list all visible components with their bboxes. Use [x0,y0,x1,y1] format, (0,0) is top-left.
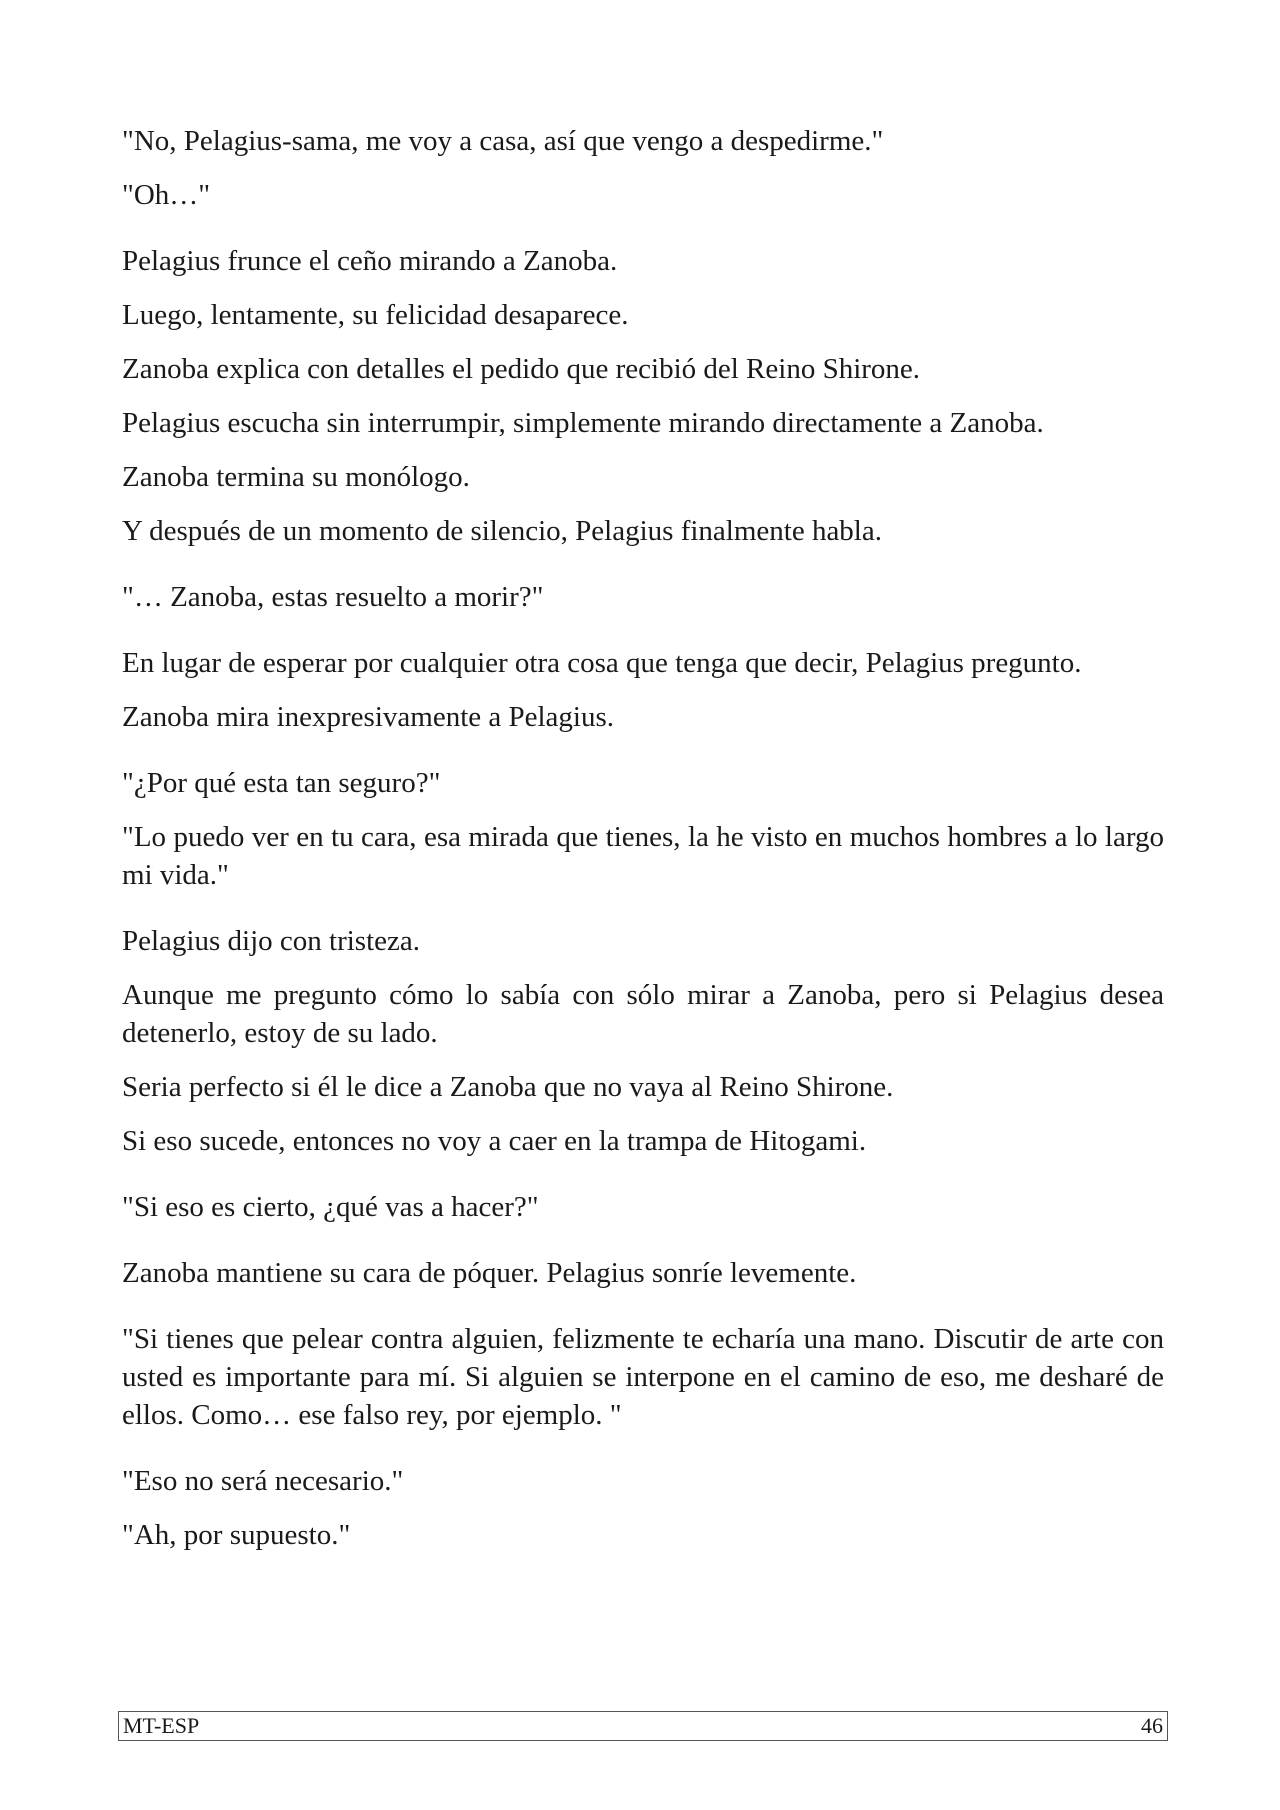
paragraph: Zanoba termina su monólogo. [122,461,470,493]
page-number: 46 [1141,1713,1163,1738]
paragraph: "Eso no será necesario." [122,1465,404,1497]
paragraph: "Lo puedo ver en tu cara, esa mirada que tienes, la he visto en muchos hombres a lo largo mi vida." [122,821,1164,891]
paragraph: "Oh…" [122,179,211,211]
paragraph: "… Zanoba, estas resuelto a morir?" [122,581,544,613]
paragraph: "¿Por qué esta tan seguro?" [122,767,441,799]
paragraph: Zanoba explica con detalles el pedido que recibió del Reino Shirone. [122,353,921,385]
page-footer [118,1711,1168,1741]
paragraph: Seria perfecto si él le dice a Zanoba que no vaya al Reino Shirone. [122,1071,894,1103]
paragraph: Luego, lentamente, su felicidad desaparece. [122,299,629,331]
paragraph: Y después de un momento de silencio, Pelagius finalmente habla. [122,515,882,547]
paragraph: Pelagius escucha sin interrumpir, simplemente mirando directamente a Zanoba. [122,407,1044,439]
body-text [122,122,1164,1554]
paragraph: Pelagius dijo con tristeza. [122,925,420,957]
paragraph: "Si tienes que pelear contra alguien, felizmente te echaría una mano. Discutir de arte con usted es importante para mí. Si alguien se interpone en el camino de eso, me desharé de ellos. Como… ese falso rey, por ejemplo. " [122,1323,1164,1431]
paragraph: En lugar de esperar por cualquier otra cosa que tenga que decir, Pelagius pregunto. [122,647,1082,679]
paragraph: "No, Pelagius-sama, me voy a casa, así que vengo a despedirme." [122,125,884,157]
footer-label: MT-ESP [123,1713,200,1738]
paragraph: Pelagius frunce el ceño mirando a Zanoba. [122,245,618,277]
paragraph: "Si eso es cierto, ¿qué vas a hacer?" [122,1191,539,1223]
paragraph: "Ah, por supuesto." [122,1519,351,1551]
paragraph: Zanoba mira inexpresivamente a Pelagius. [122,701,615,733]
paragraph: Si eso sucede, entonces no voy a caer en la trampa de Hitogami. [122,1125,867,1157]
paragraph: Aunque me pregunto cómo lo sabía con sólo mirar a Zanoba, pero si Pelagius desea detenerlo, estoy de su lado. [122,979,1164,1049]
paragraph: Zanoba mantiene su cara de póquer. Pelagius sonríe levemente. [122,1257,857,1289]
